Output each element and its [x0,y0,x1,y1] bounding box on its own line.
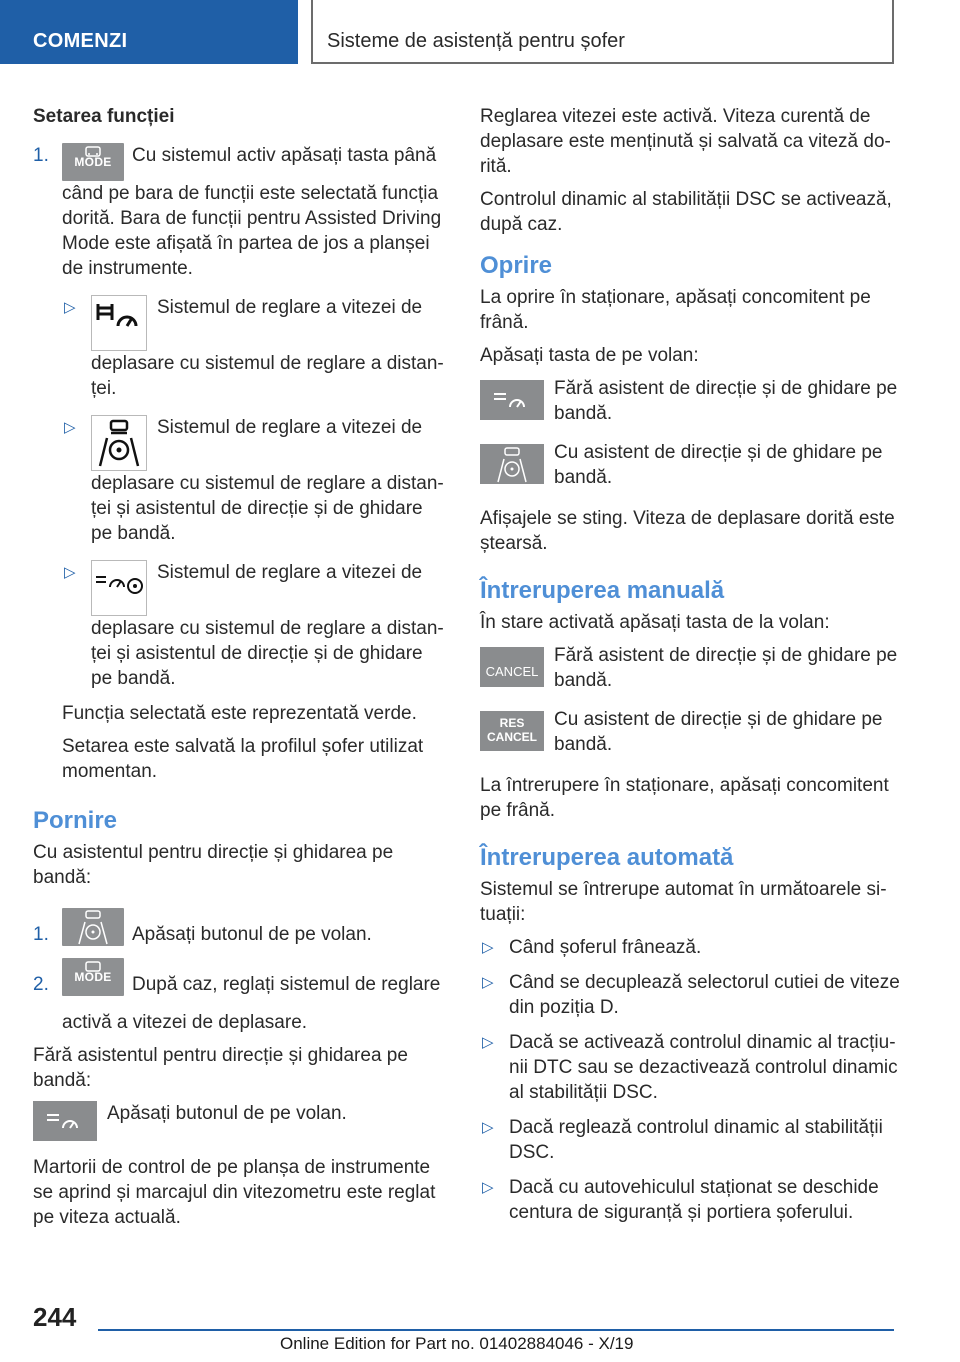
triangle-bullet-icon: ▷ [482,939,494,956]
mode-button-icon [62,143,124,181]
dsc-text: Controlul dinamic al stabilității DSC se activează, după caz. [480,189,892,235]
oprire-option-1 [480,376,900,426]
auto-item [480,970,900,1020]
pornire-title: Pornire [33,807,118,834]
option-2-text: Sistemul de reglare a vitezei de deplasare cu sistemul de reglare a distanței și asistentul de direcție și de ghidare pe bandă. [91,417,444,544]
footer-edition: Online Edition for Part no. 01402884046 - X/19 [280,1334,634,1353]
step-number: 1. [33,924,49,945]
setare-title: Setarea funcției [33,106,175,127]
pornire-step-2-text: După caz, reglați sistemul de reglare activă a vitezei de deplasare. [62,974,441,1033]
manual-note: La întrerupere în staționare, apăsați concomitent pe frână. [480,775,889,821]
lane-steering-assist-icon [91,415,147,471]
manual-option-1 [480,643,900,693]
left-column [33,104,445,1238]
header-chapter-label: Sisteme de asistență pentru șofer [327,30,625,52]
auto-item [480,1030,900,1105]
cancel-button-icon [480,647,544,687]
cruise-distance-button-icon [480,380,544,420]
triangle-bullet-icon: ▷ [482,974,494,991]
step-1-text: Cu sistemul activ apăsați tasta până când pe bara de funcții este selectată funcția dorită. Bara de funcții pentru Assisted Driving Mode este afișată în partea de jos a planșei de instrumente. [62,145,442,279]
auto-intro: Sistemul se întrerupe automat în următoarele situații: [480,879,887,925]
oprire-option-1-text: Fără asistent de direcție și de ghidare pe bandă. [554,378,898,424]
oprire-title: Oprire [480,252,553,279]
saved-note: Setarea este salvată la profilul șofer utilizat momentan. [62,736,424,782]
step-number: 1. [33,145,49,166]
mode-button-icon [62,958,124,996]
steering-assist-button-icon [480,444,544,484]
header-section-label: COMENZI [33,30,128,52]
triangle-bullet-icon: ▷ [482,1179,494,1196]
mode-button-label: MODE [74,155,112,169]
steering-assist-button-icon [62,908,124,946]
res-cancel-button-icon [480,711,544,751]
apasati-tasta: Apăsați tasta de pe volan: [480,345,699,366]
cancel-button-label: CANCEL [487,730,537,744]
pornire-step-1-text: Apăsați butonul de pe volan. [132,924,372,945]
right-column [480,104,900,1235]
auto-item-text: Dacă cu autovehiculul staționat se deschide centura de siguranță și portiera șoferului. [509,1177,879,1223]
cruise-distance-button-icon [33,1101,97,1141]
mode-button-label: MODE [74,970,112,984]
selected-note: Funcția selectată este reprezentată verde. [62,703,417,724]
auto-item-text: Dacă reglează controlul dinamic al stabilității DSC. [509,1117,883,1163]
triangle-bullet-icon: ▷ [482,1119,494,1136]
auto-item [480,935,900,960]
function-option-1 [62,295,445,401]
afisajele-text: Afișajele se sting. Viteza de deplasare dorită este ștearsă. [480,508,895,554]
res-button-label: RES [499,716,525,730]
manual-option-2 [480,707,900,757]
triangle-bullet-icon: ▷ [482,1034,494,1051]
option-3-text: Sistemul de reglare a vitezei de deplasare cu sistemul de reglare a distanței și asistentul de direcție și de ghidare pe bandă. [91,562,444,689]
auto-item-text: Când șoferul frânează. [509,937,702,958]
oprire-intro: La oprire în staționare, apăsați concomitent pe frână. [480,287,871,333]
function-option-3 [62,560,445,691]
cancel-button-label: CANCEL [485,664,539,679]
auto-item [480,1175,900,1225]
oprire-option-2-text: Cu asistent de direcție și de ghidare pe bandă. [554,442,883,488]
auto-item-text: Dacă se activează controlul dinamic al tracțiunii DTC sau se dezactivează controlul dinamic al stabilității DSC. [509,1032,898,1103]
footer-divider [98,1329,894,1331]
oprire-option-2 [480,440,900,490]
step-number: 2. [33,974,49,995]
manual-option-1-text: Fără asistent de direcție și de ghidare pe bandă. [554,645,898,691]
header-chapter-tab [311,0,894,64]
fara-row [33,1101,445,1141]
page-number: 244 [33,1302,77,1332]
fara-text: Apăsați butonul de pe volan. [107,1103,347,1124]
triangle-bullet-icon: ▷ [64,419,76,436]
martorii-text: Martorii de control de pe planșa de instrumente se aprind și marcajul din vitezometru este reglat pe viteza actuală. [33,1157,436,1228]
auto-item [480,1115,900,1165]
manual-option-2-text: Cu asistent de direcție și de ghidare pe bandă. [554,709,883,755]
pornire-step-1 [33,908,445,946]
triangle-bullet-icon: ▷ [64,299,76,316]
auto-title: Întreruperea automată [480,844,734,871]
header-section-tab [0,0,298,64]
setare-step-1 [33,143,445,281]
pornire-step-2 [33,958,445,1033]
function-option-2 [62,415,445,546]
fara-intro: Fără asistentul pentru direcție și ghidarea pe bandă: [33,1045,408,1091]
auto-item-text: Când se decuplează selectorul cutiei de viteze din poziția D. [509,972,900,1018]
manual-intro: În stare activată apăsați tasta de la volan: [480,612,830,633]
manual-title: Întreruperea manuală [480,577,725,604]
cruise-steering-combo-icon [91,560,147,616]
option-1-text: Sistemul de reglare a vitezei de deplasare cu sistemul de reglare a distanței. [91,297,444,399]
distance-cruise-icon [91,295,147,351]
triangle-bullet-icon: ▷ [64,564,76,581]
reglare-text: Reglarea vitezei este activă. Viteza curentă de deplasare este menținută și salvată ca viteză dorită. [480,106,891,177]
pornire-intro: Cu asistentul pentru direcție și ghidarea pe bandă: [33,842,394,888]
